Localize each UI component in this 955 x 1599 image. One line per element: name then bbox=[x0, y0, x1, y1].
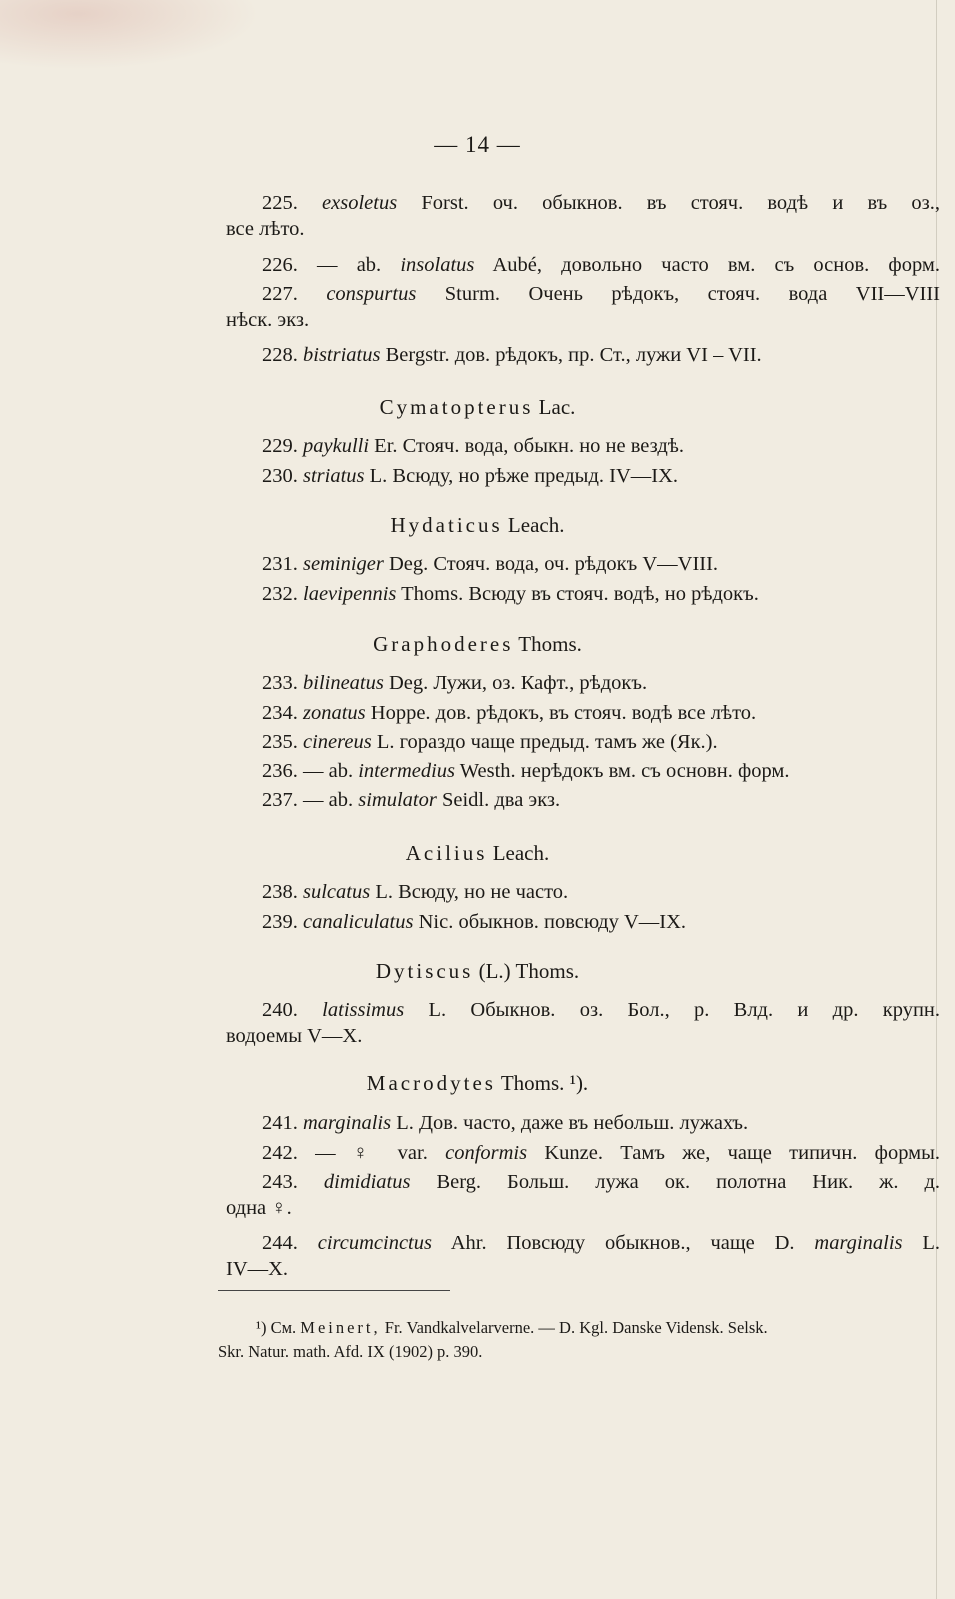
entry-continuation: все лѣто. bbox=[226, 218, 305, 240]
entry-continuation: IV—X. bbox=[226, 1258, 289, 1280]
entry-text: L. Всюду, но рѣже предыд. IV—IX. bbox=[369, 465, 679, 487]
species-name: latissimus bbox=[322, 999, 405, 1021]
entry-prefix: — ab. bbox=[317, 254, 382, 276]
footnote-rule bbox=[218, 1290, 450, 1291]
species-name: circumcinctus bbox=[317, 1232, 432, 1254]
entry-number: 239. bbox=[262, 911, 298, 933]
species-entry bbox=[226, 1140, 940, 1166]
entry-number: 231. bbox=[262, 553, 298, 575]
entry-number: 238. bbox=[262, 881, 298, 903]
genus-name: Hydaticus bbox=[390, 513, 503, 537]
entry-text: Er. Стояч. вода, обыкн. но не вездѣ. bbox=[374, 435, 685, 457]
species-entry bbox=[226, 879, 940, 905]
species-entry bbox=[226, 670, 940, 696]
entry-text: Forst. оч. обыкнов. въ стояч. водѣ и въ оз., bbox=[421, 192, 940, 214]
entry-text: Kunze. Тамъ же, чаще типичн. формы. bbox=[544, 1142, 941, 1164]
page-number: — 14 — bbox=[434, 132, 521, 157]
entry-number: 237. bbox=[262, 789, 298, 811]
genus-heading bbox=[0, 395, 955, 420]
entry-prefix: — ♀ var. bbox=[315, 1142, 428, 1164]
entry-continuation: водоемы V—X. bbox=[226, 1025, 363, 1047]
entry-number: 241. bbox=[262, 1112, 298, 1134]
entry-number: 242. bbox=[262, 1142, 298, 1164]
species-name: simulator bbox=[358, 789, 437, 811]
genus-name: Macrodytes bbox=[366, 1071, 496, 1095]
entry-number: 227. bbox=[262, 283, 298, 305]
entry-text: Seidl. два экз. bbox=[441, 789, 561, 811]
species-name: paykulli bbox=[303, 435, 370, 457]
species-entry bbox=[226, 342, 940, 368]
species-entry bbox=[226, 787, 940, 813]
species-name: marginalis bbox=[303, 1112, 392, 1134]
entry-text: Sturm. Очень рѣдокъ, стояч. вода VII—VIII bbox=[444, 283, 941, 305]
species-entry bbox=[226, 551, 940, 577]
entry-prefix: — ab. bbox=[303, 789, 354, 811]
species-entry bbox=[226, 433, 940, 459]
footnote-author: Meinert, bbox=[300, 1318, 381, 1337]
species-name: canaliculatus bbox=[303, 911, 414, 933]
species-name: laevipennis bbox=[303, 583, 397, 605]
entry-number: 243. bbox=[262, 1171, 298, 1193]
genus-author: Thoms. bbox=[518, 632, 582, 656]
genus-name: Graphoderes bbox=[373, 632, 514, 656]
entry-number: 240. bbox=[262, 999, 298, 1021]
footnote-mark: ¹) bbox=[256, 1318, 267, 1337]
entry-text: L. Обыкнов. оз. Бол., р. Влд. и др. крупн. bbox=[428, 999, 941, 1021]
entry-text: Deg. Стояч. вода, оч. рѣдокъ V—VIII. bbox=[388, 553, 719, 575]
species-name: intermedius bbox=[358, 760, 456, 782]
entry-number: 232. bbox=[262, 583, 298, 605]
entry-number: 236. bbox=[262, 760, 298, 782]
entry-number: 229. bbox=[262, 435, 298, 457]
species-entry bbox=[226, 997, 940, 1049]
species-entry bbox=[226, 581, 940, 607]
species-name: bilineatus bbox=[303, 672, 384, 694]
species-entry bbox=[226, 463, 940, 489]
entry-number: 234. bbox=[262, 702, 298, 724]
species-name: bistriatus bbox=[303, 344, 381, 366]
entry-text: Bergstr. дов. рѣдокъ, пр. Ст., лужи VI – VII. bbox=[385, 344, 762, 366]
genus-heading bbox=[0, 1071, 955, 1096]
genus-heading bbox=[0, 513, 955, 538]
genus-author: Leach. bbox=[492, 841, 550, 865]
entry-prefix: — ab. bbox=[303, 760, 354, 782]
species-entry bbox=[226, 1230, 940, 1282]
species-entry bbox=[226, 252, 940, 278]
genus-name: Acilius bbox=[405, 841, 488, 865]
species-name: cinereus bbox=[303, 731, 372, 753]
entry-text: Nic. обыкнов. повсюду V—IX. bbox=[418, 911, 687, 933]
species-name: conformis bbox=[445, 1142, 528, 1164]
paper-stain bbox=[0, 0, 260, 70]
entry-number: 230. bbox=[262, 465, 298, 487]
species-name: dimidiatus bbox=[323, 1171, 411, 1193]
species-name: striatus bbox=[303, 465, 365, 487]
entry-text: L. bbox=[922, 1232, 941, 1254]
entry-text: L. гораздо чаще предыд. тамъ же (Як.). bbox=[376, 731, 718, 753]
species-name: seminiger bbox=[303, 553, 384, 575]
entry-continuation: одна ♀. bbox=[226, 1197, 292, 1219]
species-entry bbox=[226, 758, 940, 784]
species-entry bbox=[226, 281, 940, 333]
footnote-text: См. bbox=[270, 1318, 297, 1337]
entry-number: 226. bbox=[262, 254, 298, 276]
entry-number: 228. bbox=[262, 344, 298, 366]
genus-name: Dytiscus bbox=[375, 959, 474, 983]
footnote bbox=[218, 1316, 938, 1364]
entry-text: Hoppe. дов. рѣдокъ, въ стояч. водѣ все лѣто. bbox=[370, 702, 757, 724]
species-name-reference: marginalis bbox=[814, 1232, 903, 1254]
genus-author: Lac. bbox=[538, 395, 576, 419]
species-entry bbox=[226, 909, 940, 935]
species-name: zonatus bbox=[303, 702, 366, 724]
entry-text: Westh. нерѣдокъ вм. съ основн. форм. bbox=[459, 760, 790, 782]
species-name: exsoletus bbox=[322, 192, 398, 214]
entry-continuation: нѣск. экз. bbox=[226, 309, 310, 331]
genus-author: Leach. bbox=[507, 513, 565, 537]
species-entry bbox=[226, 729, 940, 755]
species-entry bbox=[226, 1169, 940, 1221]
entry-text: L. Всюду, но не часто. bbox=[375, 881, 569, 903]
entry-text: L. Дов. часто, даже въ небольш. лужахъ. bbox=[396, 1112, 749, 1134]
entry-text: Ahr. Повсюду обыкнов., чаще D. bbox=[450, 1232, 795, 1254]
species-entry bbox=[226, 1110, 940, 1136]
genus-heading bbox=[0, 959, 955, 984]
genus-author: Thoms. ¹). bbox=[500, 1071, 589, 1095]
genus-heading bbox=[0, 632, 955, 657]
entry-text: Berg. Больш. лужа ок. полотна Ник. ж. д. bbox=[436, 1171, 940, 1193]
entry-number: 225. bbox=[262, 192, 298, 214]
entry-number: 244. bbox=[262, 1232, 298, 1254]
footnote-text: Fr. Vandkalvelarverne. — D. Kgl. Danske Vidensk. Selsk. bbox=[384, 1318, 768, 1337]
genus-name: Cymatopterus bbox=[379, 395, 534, 419]
genus-author: (L.) Thoms. bbox=[478, 959, 580, 983]
species-name: sulcatus bbox=[303, 881, 371, 903]
entry-number: 233. bbox=[262, 672, 298, 694]
entry-text: Aubé, довольно часто вм. съ основ. форм. bbox=[492, 254, 941, 276]
genus-heading bbox=[0, 841, 955, 866]
entry-number: 235. bbox=[262, 731, 298, 753]
species-entry bbox=[226, 700, 940, 726]
entry-text: Deg. Лужи, оз. Кафт., рѣдокъ. bbox=[388, 672, 648, 694]
species-entry bbox=[226, 190, 940, 242]
species-name: insolatus bbox=[400, 254, 475, 276]
footnote-text: Skr. Natur. math. Afd. IX (1902) p. 390. bbox=[218, 1342, 483, 1361]
species-name: conspurtus bbox=[326, 283, 417, 305]
entry-text: Thoms. Всюду въ стояч. водѣ, но рѣдокъ. bbox=[401, 583, 759, 605]
